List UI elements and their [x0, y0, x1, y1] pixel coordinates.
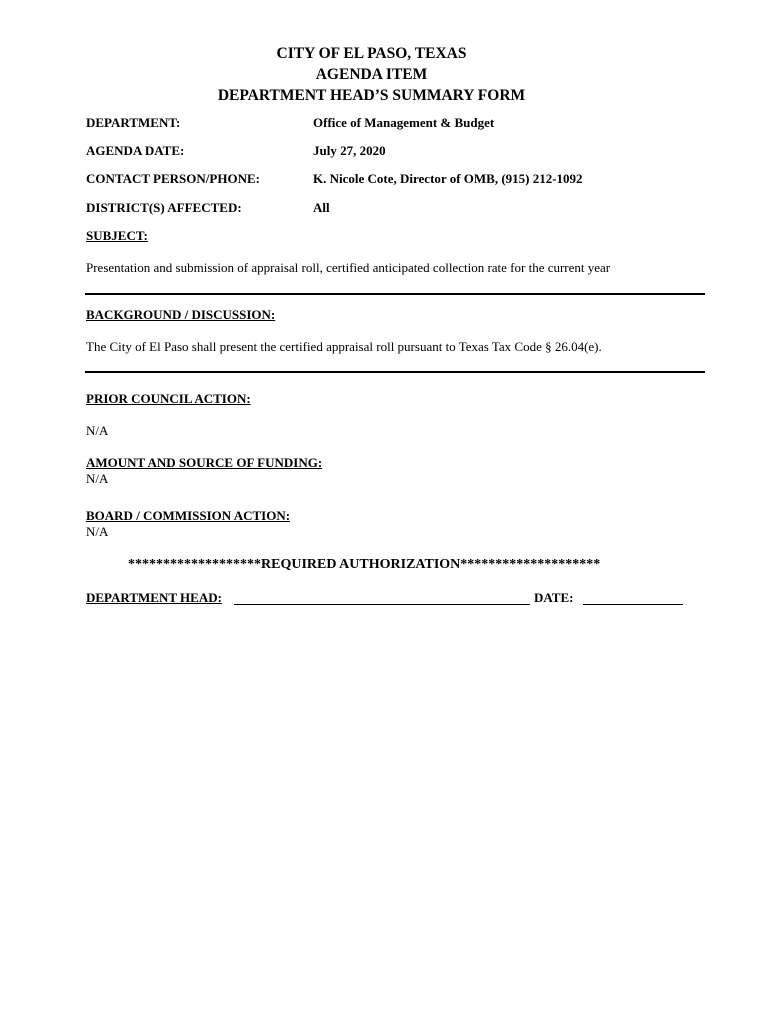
agenda-date-value: July 27, 2020	[313, 143, 386, 158]
title-line-city: CITY OF EL PASO, TEXAS	[276, 45, 467, 62]
department-label: DEPARTMENT:	[86, 115, 181, 130]
funding-text: N/A	[86, 471, 109, 486]
board-action-text: N/A	[86, 524, 109, 539]
required-authorization-banner: *******************REQUIRED AUTHORIZATION********************	[128, 557, 601, 572]
section-divider	[85, 293, 705, 295]
contact-label: CONTACT PERSON/PHONE:	[86, 171, 260, 186]
title-line-agenda-item: AGENDA ITEM	[315, 66, 428, 83]
subject-heading: SUBJECT:	[86, 228, 148, 243]
form-title	[0, 43, 743, 106]
contact-value: K. Nicole Cote, Director of OMB, (915) 212-1092	[313, 171, 583, 186]
department-head-label: DEPARTMENT HEAD:	[86, 590, 222, 605]
districts-label: DISTRICT(S) AFFECTED:	[86, 200, 242, 215]
section-divider	[85, 371, 705, 373]
date-label: DATE:	[534, 590, 574, 605]
date-signature-line[interactable]	[583, 604, 683, 605]
background-heading: BACKGROUND / DISCUSSION:	[86, 307, 276, 322]
title-line-form-name: DEPARTMENT HEAD’S SUMMARY FORM	[217, 87, 526, 104]
prior-council-heading: PRIOR COUNCIL ACTION:	[86, 391, 251, 406]
prior-council-text: N/A	[86, 423, 109, 438]
background-text: The City of El Paso shall present the certified appraisal roll pursuant to Texas Tax Code § 26.04(e).	[86, 339, 602, 354]
agenda-date-label: AGENDA DATE:	[86, 143, 185, 158]
funding-heading: AMOUNT AND SOURCE OF FUNDING:	[86, 455, 323, 470]
department-value: Office of Management & Budget	[313, 115, 495, 130]
board-action-heading: BOARD / COMMISSION ACTION:	[86, 508, 291, 523]
districts-value: All	[313, 200, 330, 215]
subject-text: Presentation and submission of appraisal roll, certified anticipated collection rate for the current year	[86, 260, 611, 275]
department-head-signature-line[interactable]	[234, 604, 530, 605]
